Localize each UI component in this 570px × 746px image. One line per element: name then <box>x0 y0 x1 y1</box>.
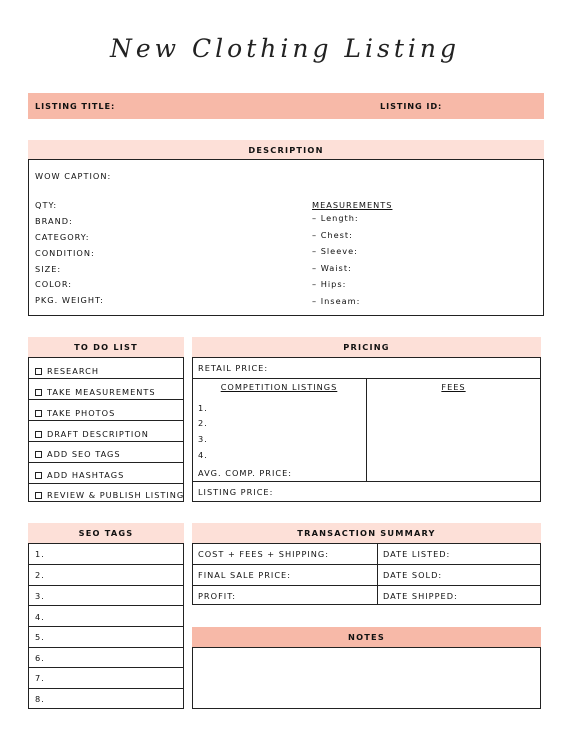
todo-item-label: ADD SEO TAGS <box>47 449 121 459</box>
description-box <box>28 159 544 316</box>
competition-item: 3. <box>198 434 208 444</box>
checkbox-icon[interactable] <box>35 451 42 458</box>
todo-item-hashtags[interactable] <box>35 470 124 480</box>
seo-divider <box>28 605 184 606</box>
field-qty: QTY: <box>35 200 58 210</box>
field-condition: CONDITION: <box>35 248 95 258</box>
checkbox-icon[interactable] <box>35 472 42 479</box>
seo-tag-item: 5. <box>35 632 45 642</box>
seo-divider <box>28 688 184 689</box>
measurement-inseam: – Inseam: <box>312 296 361 306</box>
todo-item-label: ADD HASHTAGS <box>47 470 125 480</box>
todo-header: TO DO LIST <box>28 337 184 357</box>
transaction-column-divider <box>377 543 378 605</box>
fees-header: FEES <box>441 382 466 392</box>
pricing-divider <box>192 481 541 482</box>
measurement-length: – Length: <box>312 213 359 223</box>
seo-tag-item: 8. <box>35 694 45 704</box>
measurement-sleeve: – Sleeve: <box>312 246 358 256</box>
seo-tag-item: 4. <box>35 612 45 622</box>
seo-tag-item: 3. <box>35 591 45 601</box>
competition-item: 1. <box>198 403 208 413</box>
todo-item-seo-tags[interactable] <box>35 449 121 459</box>
competition-item: 2. <box>198 418 208 428</box>
todo-divider <box>28 378 184 379</box>
todo-divider <box>28 441 184 442</box>
measurements-header: MEASUREMENTS <box>312 200 393 210</box>
checkbox-icon[interactable] <box>35 389 42 396</box>
avg-comp-price-label: AVG. COMP. PRICE: <box>198 468 293 478</box>
page-title: New Clothing Listing <box>110 34 460 63</box>
notes-header: NOTES <box>192 627 541 647</box>
todo-item-description[interactable] <box>35 429 149 439</box>
todo-divider <box>28 399 184 400</box>
todo-divider <box>28 483 184 484</box>
todo-item-photos[interactable] <box>35 408 115 418</box>
seo-tag-item: 6. <box>35 653 45 663</box>
profit-label: PROFIT: <box>198 591 237 601</box>
retail-price-label: RETAIL PRICE: <box>198 363 269 373</box>
measurement-waist: – Waist: <box>312 263 352 273</box>
description-header: DESCRIPTION <box>28 140 544 160</box>
seo-divider <box>28 564 184 565</box>
transaction-divider <box>192 585 541 586</box>
listing-title-label: LISTING TITLE: <box>35 101 116 111</box>
date-sold-label: DATE SOLD: <box>383 570 443 580</box>
seo-tags-header: SEO TAGS <box>28 523 184 543</box>
measurement-chest: – Chest: <box>312 230 353 240</box>
date-listed-label: DATE LISTED: <box>383 549 451 559</box>
competition-listings-header: COMPETITION LISTINGS <box>220 382 338 392</box>
listing-price-label: LISTING PRICE: <box>198 487 274 497</box>
field-color: COLOR: <box>35 279 73 289</box>
checkbox-icon[interactable] <box>35 410 42 417</box>
todo-item-publish[interactable] <box>35 490 184 500</box>
wow-caption-label: WOW CAPTION: <box>35 171 112 181</box>
competition-item: 4. <box>198 450 208 460</box>
seo-tag-item: 2. <box>35 570 45 580</box>
todo-item-label: TAKE MEASUREMENTS <box>47 387 156 397</box>
todo-item-label: RESEARCH <box>47 366 99 376</box>
pricing-column-divider <box>366 378 367 481</box>
todo-item-research[interactable] <box>35 366 99 376</box>
pricing-header: PRICING <box>192 337 541 357</box>
field-brand: BRAND: <box>35 216 73 226</box>
seo-divider <box>28 647 184 648</box>
todo-divider <box>28 462 184 463</box>
checkbox-icon[interactable] <box>35 368 42 375</box>
checkbox-icon[interactable] <box>35 431 42 438</box>
todo-item-label: DRAFT DESCRIPTION <box>47 429 149 439</box>
final-sale-price-label: FINAL SALE PRICE: <box>198 570 291 580</box>
transaction-divider <box>192 564 541 565</box>
checkbox-icon[interactable] <box>35 492 42 499</box>
measurement-hips: – Hips: <box>312 279 347 289</box>
field-pkg-weight: PKG. WEIGHT: <box>35 295 104 305</box>
seo-divider <box>28 626 184 627</box>
todo-divider <box>28 420 184 421</box>
notes-box[interactable] <box>192 647 541 709</box>
cost-fees-shipping-label: COST + FEES + SHIPPING: <box>198 549 330 559</box>
seo-tag-item: 1. <box>35 549 45 559</box>
field-size: SIZE: <box>35 264 62 274</box>
listing-id-label: LISTING ID: <box>380 101 443 111</box>
transaction-summary-header: TRANSACTION SUMMARY <box>192 523 541 543</box>
seo-divider <box>28 667 184 668</box>
field-category: CATEGORY: <box>35 232 90 242</box>
todo-item-measurements[interactable] <box>35 387 156 397</box>
date-shipped-label: DATE SHIPPED: <box>383 591 458 601</box>
todo-item-label: REVIEW & PUBLISH LISTING <box>47 490 185 500</box>
seo-divider <box>28 585 184 586</box>
todo-item-label: TAKE PHOTOS <box>47 408 116 418</box>
seo-tag-item: 7. <box>35 673 45 683</box>
